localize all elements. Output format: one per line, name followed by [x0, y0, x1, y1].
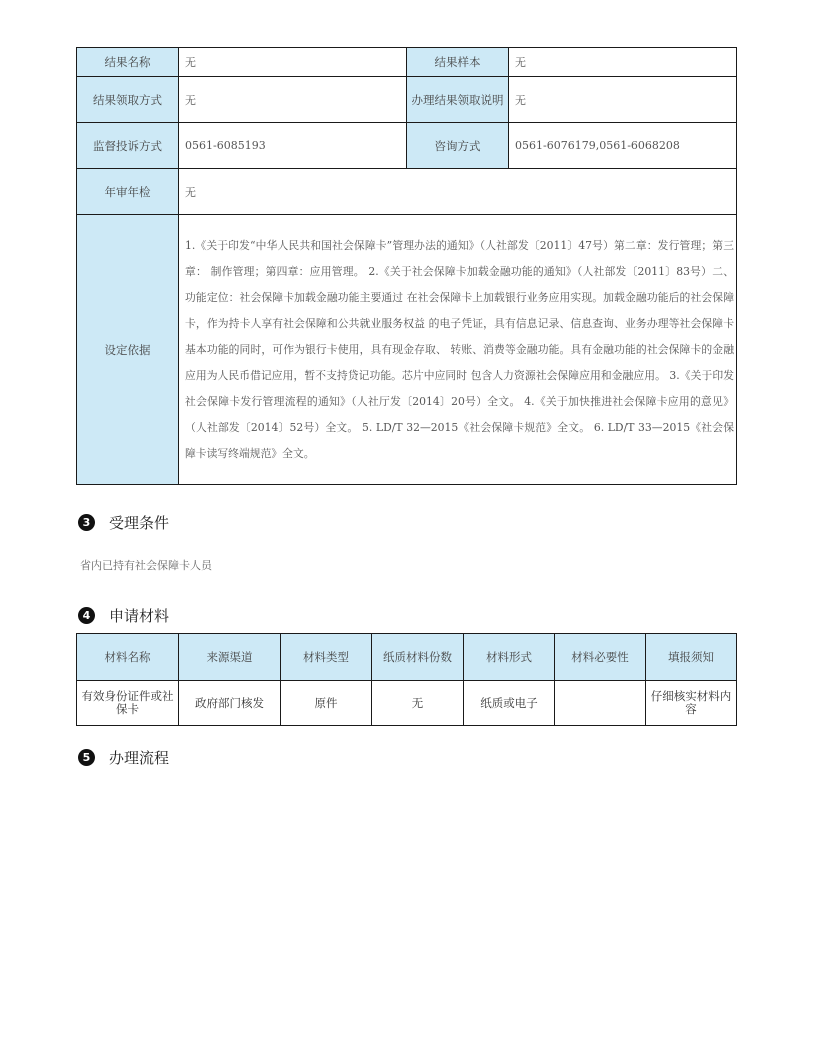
section-acceptance-conditions: [78, 512, 169, 533]
result-name-label: 结果名称: [77, 48, 179, 77]
table-row: [77, 681, 737, 726]
col-header-filling-notes: 填报须知: [646, 634, 737, 681]
result-pickup-desc-label: 办理结果领取说明: [407, 77, 509, 123]
consult-value: 0561-6076179,0561-6068208: [509, 123, 737, 169]
legal-basis-text: 1.《关于印发“中华人民共和国社会保障卡”管理办法的通知》（人社部发〔2011〕47号）第二章：发行管理；第三章： 制作管理；第四章：应用管理。 2.《关于社会保障卡加载金融功能的通知》（人社部发〔2011〕83号）二、功能定位：社会保障卡加载金融功能主要通过 在社会保障卡上加载银行业务应用实现。加载金融功能后的社会保障卡，作为持卡人享有社会保障和公共就业服务权益 的电子凭证，具有信息记录、信息查询、业务办理等社会保障卡基本功能的同时，可作为银行卡使用，具有现金存取、 转账、消费等金融功能。具有金融功能的社会保障卡的金融应用为人民币借记应用，暂不支持贷记功能。芯片中应同时 包含人力资源社会保障应用和金融应用。 3.《关于印发社会保障卡发行管理流程的通知》（人社厅发〔2014〕20号）全文。 4.《关于加快推进社会保障卡应用的意见》（人社部发〔2014〕52号）全文。 5. LD/T 32—2015《社会保障卡规范》全文。 6. LD/T 33—2015《社会保障卡读写终端规范》全文。: [179, 215, 737, 485]
materials-table: [76, 633, 737, 726]
col-header-source: 来源渠道: [179, 634, 281, 681]
section-application-materials: [78, 605, 169, 626]
consult-label: 咨询方式: [407, 123, 509, 169]
cell-filling-notes: 仔细核实材料内容: [646, 681, 737, 726]
result-sample-label: 结果样本: [407, 48, 509, 77]
cell-paper-copies: 无: [372, 681, 464, 726]
result-info-table: [76, 47, 737, 485]
section-process-flow: [78, 747, 169, 768]
cell-material-form: 纸质或电子: [464, 681, 555, 726]
supervision-value: 0561-6085193: [179, 123, 407, 169]
section-title: 办理流程: [109, 749, 170, 767]
acceptance-condition-text: 省内已持有社会保障卡人员: [80, 559, 212, 572]
result-name-value: 无: [179, 48, 407, 77]
table-row: [77, 169, 737, 215]
legal-basis-label: 设定依据: [77, 215, 179, 485]
table-row: [77, 48, 737, 77]
col-header-material-name: 材料名称: [77, 634, 179, 681]
section-number-badge: 4: [78, 607, 95, 624]
table-row: [77, 123, 737, 169]
col-header-material-form: 材料形式: [464, 634, 555, 681]
supervision-label: 监督投诉方式: [77, 123, 179, 169]
cell-material-type: 原件: [281, 681, 372, 726]
result-pickup-value: 无: [179, 77, 407, 123]
cell-material-name: 有效身份证件或社保卡: [77, 681, 179, 726]
col-header-paper-copies: 纸质材料份数: [372, 634, 464, 681]
section-number-badge: 5: [78, 749, 95, 766]
col-header-material-type: 材料类型: [281, 634, 372, 681]
annual-review-label: 年审年检: [77, 169, 179, 215]
result-pickup-desc-value: 无: [509, 77, 737, 123]
col-header-necessity: 材料必要性: [555, 634, 646, 681]
cell-necessity: [555, 681, 646, 726]
table-row: [77, 77, 737, 123]
result-pickup-label: 结果领取方式: [77, 77, 179, 123]
result-sample-value: 无: [509, 48, 737, 77]
section-title: 申请材料: [109, 607, 170, 625]
table-header-row: [77, 634, 737, 681]
section-title: 受理条件: [109, 514, 170, 532]
section-number-badge: 3: [78, 514, 95, 531]
table-row: [77, 215, 737, 485]
annual-review-value: 无: [179, 169, 737, 215]
cell-source: 政府部门核发: [179, 681, 281, 726]
